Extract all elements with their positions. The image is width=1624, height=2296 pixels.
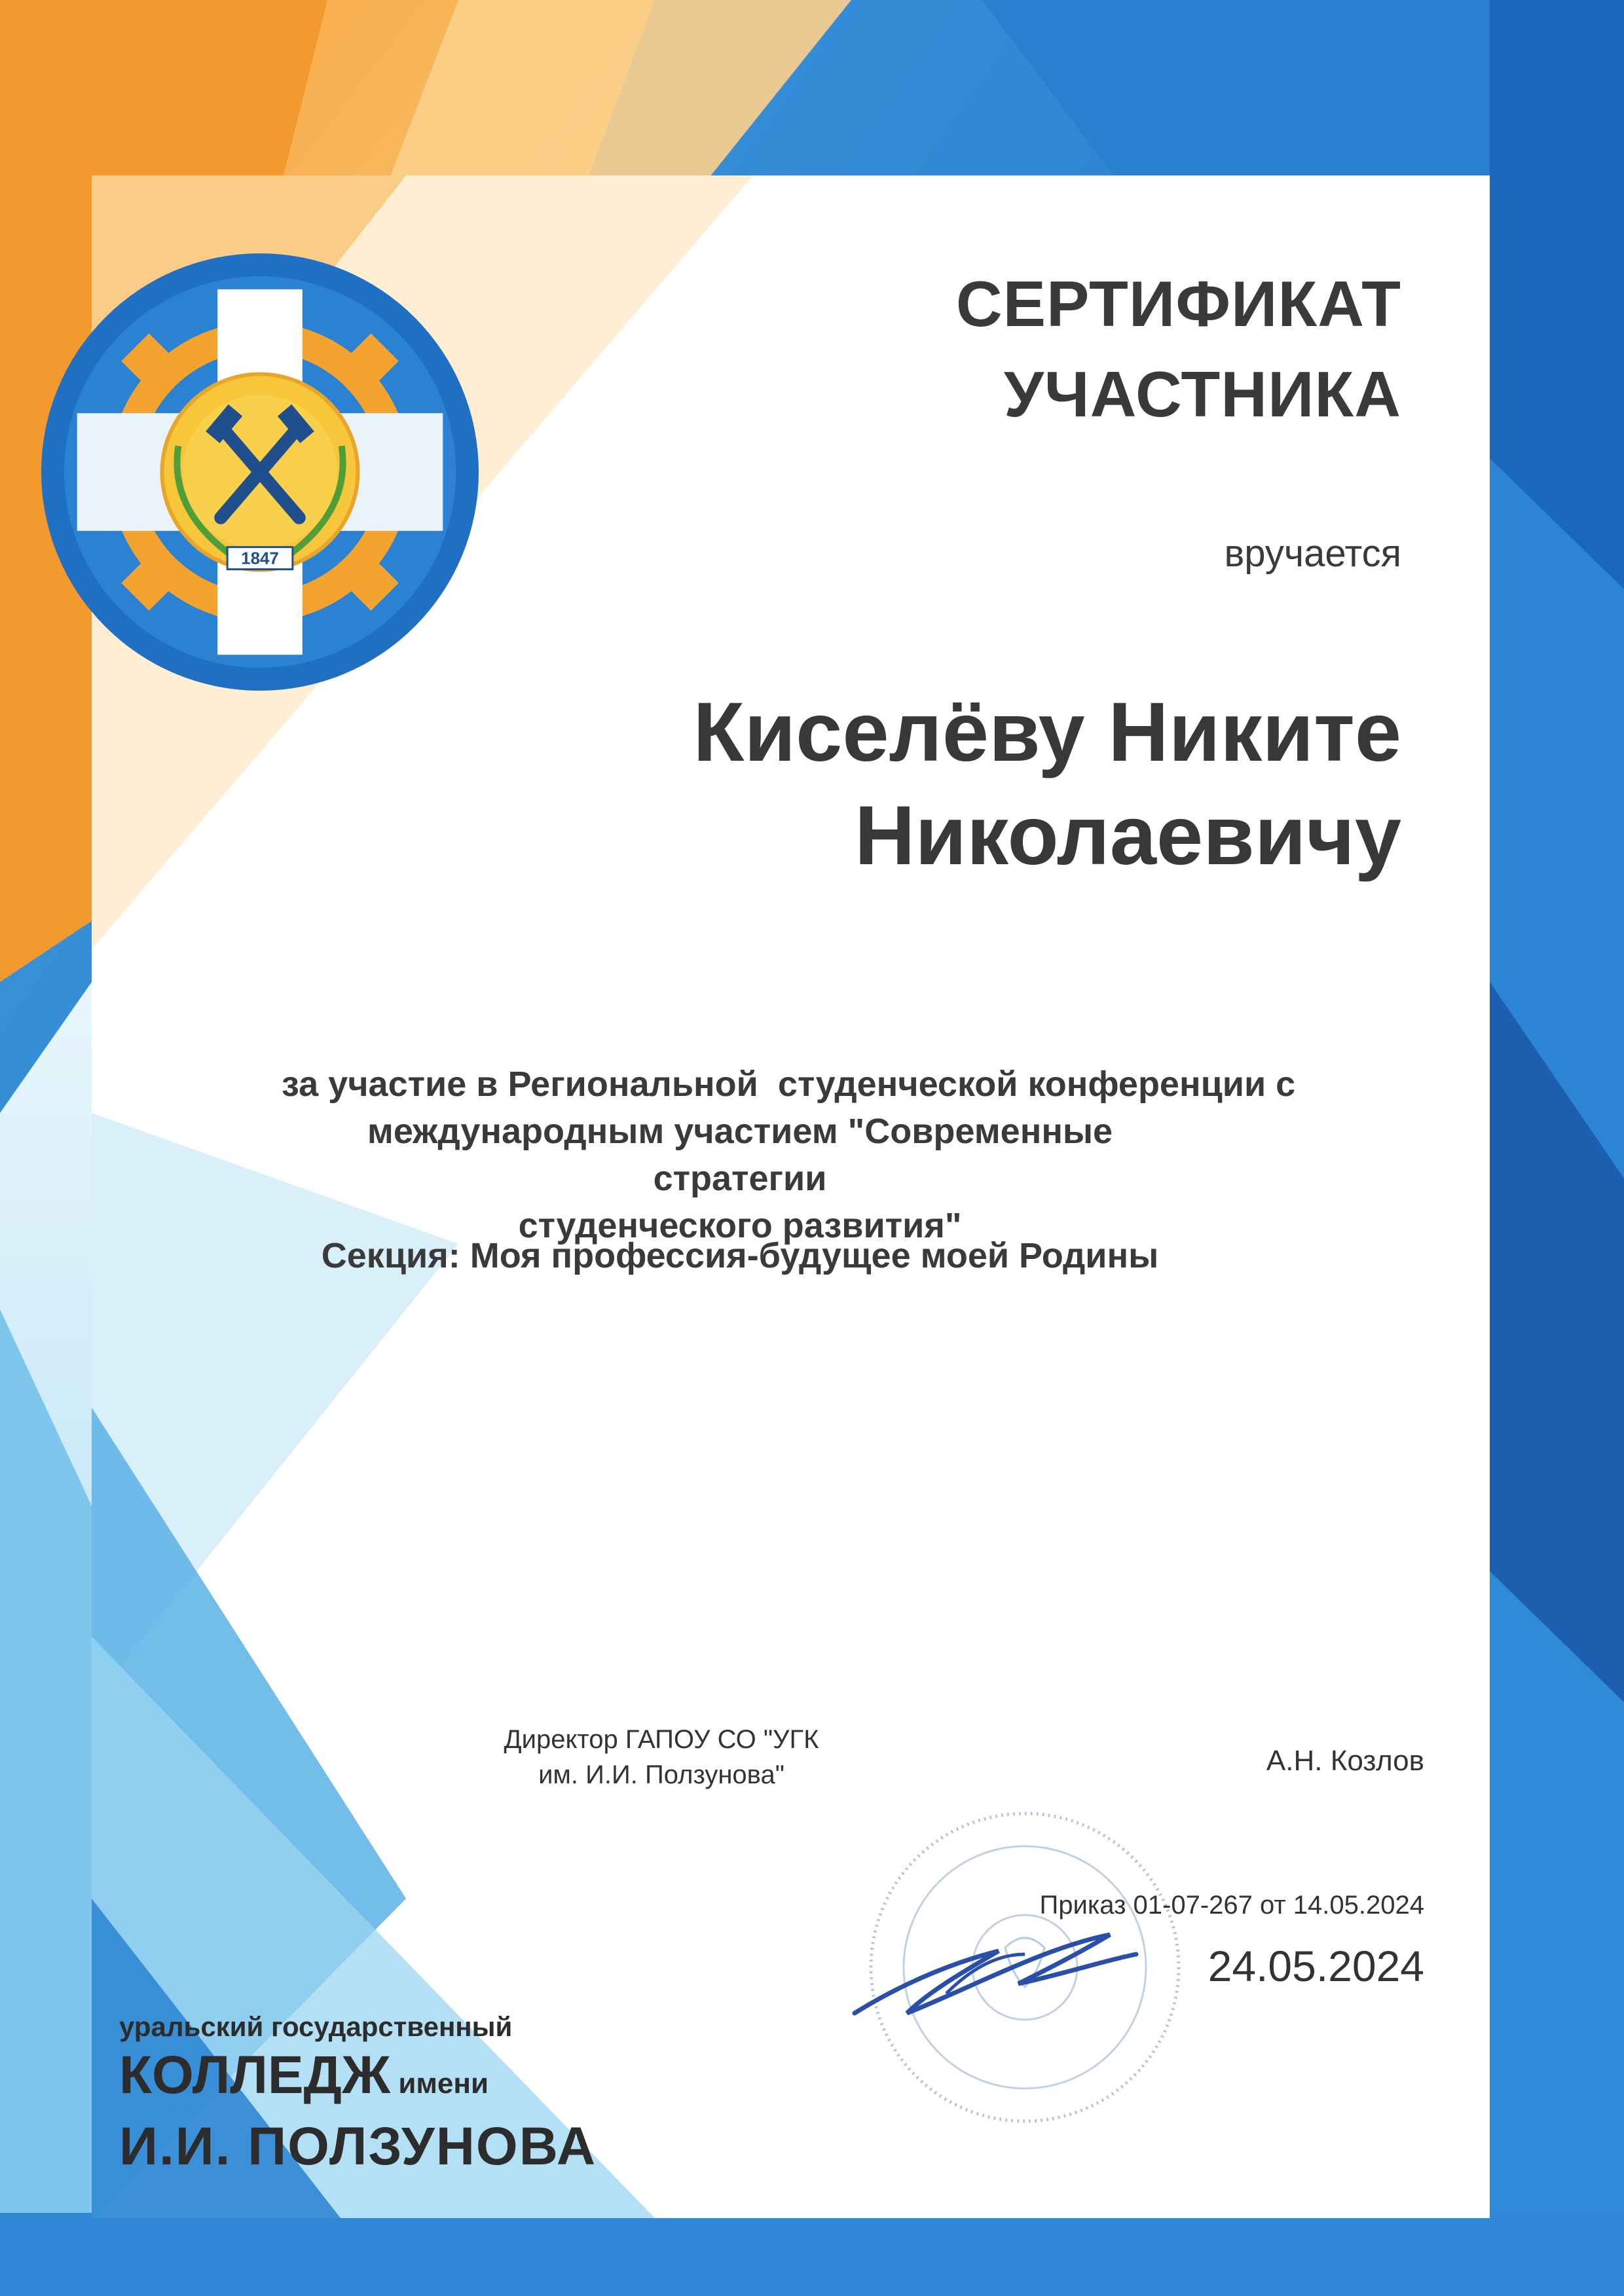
title-line-2: УЧАСТНИКА — [1003, 358, 1401, 430]
recipient-line-1: Киселёву Никите — [693, 685, 1401, 779]
recipient-line-2: Николаевичу — [854, 789, 1401, 883]
official-stamp-icon — [828, 1797, 1202, 2138]
college-name-block — [119, 2010, 597, 2178]
conference-section: Секция: Моя профессия-будущее моей Родины — [321, 1236, 1159, 1275]
college-emblem-icon — [38, 250, 482, 694]
director-line-2: им. И.И. Ползунова" — [538, 1760, 784, 1789]
college-line-2-main: КОЛЛЕДЖ — [119, 2045, 391, 2105]
certificate-title — [956, 259, 1401, 439]
reason-line-2: международным участием "Современные стратегии — [367, 1112, 1113, 1198]
college-line-2 — [119, 2044, 597, 2115]
order-reference: Приказ 01-07-267 от 14.05.2024 — [1039, 1891, 1424, 1920]
reason-line-3: студенческого развития" — [518, 1206, 962, 1245]
participation-reason — [282, 1061, 1296, 1249]
signature-scribble-icon — [855, 1935, 1136, 2013]
college-line-2-suffix: имени — [390, 2068, 489, 2100]
emblem-year: 1847 — [241, 549, 279, 568]
awarded-label: вручается — [1224, 532, 1401, 575]
college-line-3: И.И. ПОЛЗУНОВА — [119, 2117, 597, 2176]
reason-line-1: за участие в Региональной студенческой конференции с — [282, 1065, 1296, 1104]
director-name: А.Н. Козлов — [1266, 1745, 1424, 1777]
college-line-1: уральский государственный — [119, 2011, 513, 2042]
director-title — [458, 1722, 864, 1793]
title-line-1: СЕРТИФИКАТ — [955, 268, 1401, 340]
director-line-1: Директор ГАПОУ СО "УГК — [504, 1725, 819, 1754]
recipient-name — [693, 681, 1401, 888]
issue-date: 24.05.2024 — [1208, 1942, 1424, 1990]
